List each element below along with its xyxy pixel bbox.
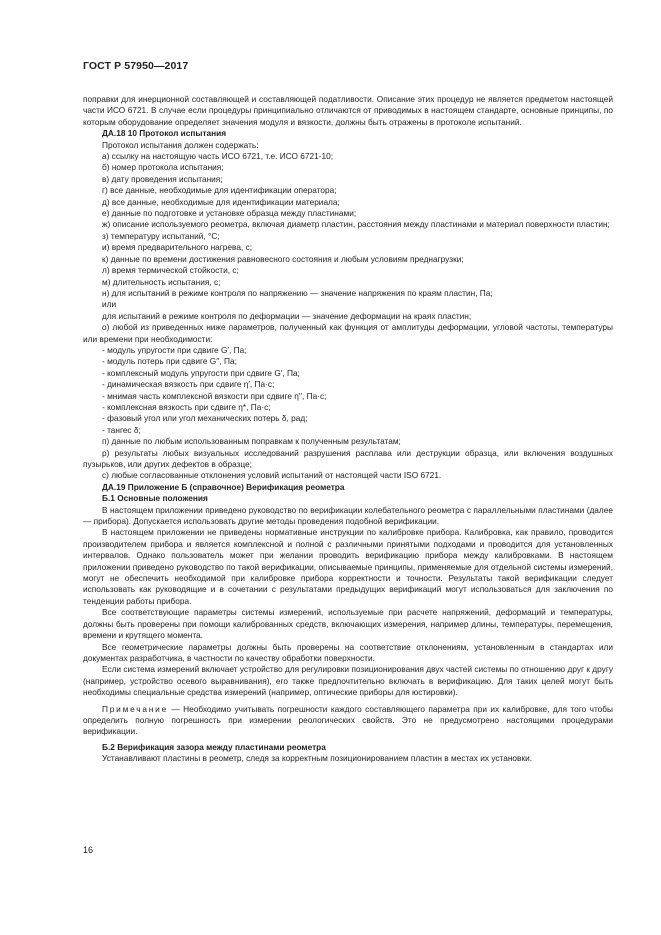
list-item [83,151,613,162]
paragraph-text: и) время предварительного нагрева, с; [102,242,253,253]
paragraph-text: а) ссылку на настоящую часть ИСО 6721, т.е. ИСО 6721-10; [102,151,334,162]
list-item [83,277,613,288]
paragraph [83,664,613,698]
paragraph-text: - модуль упругости при сдвиге G′, Па; [102,344,247,355]
list-item [83,174,613,185]
paragraph-text: в) дату проведения испытания; [102,173,223,184]
list-item [83,356,613,367]
list-item [83,470,613,481]
paragraph [83,642,613,665]
paragraph-text: к) данные по времени достижения равновесного состояния и любым условиям преднагрузки; [102,253,464,264]
list-item [83,265,613,276]
paragraph-text: для испытаний в режиме контроля по деформации — значение деформации на краях пластин; [102,310,472,321]
list-item [83,254,613,265]
paragraph-text: - комплексная вязкость при сдвиге η*, Па·с; [102,401,271,412]
paragraph-text: о) любой из приведенных ниже параметров, полученный как функция от амплитуды деформации, угловой частоты, температуры или времени при необходимости: [83,322,613,344]
paragraph-text: Б.2 Верификация зазора между пластинами реометра [102,741,326,752]
list-item [83,197,613,208]
paragraph-text: — Необходимо учитывать погрешности каждого составляющего параметра при их калибровке, для того чтобы определить полную погрешность при измерении реологических свойств. Это не предусмотрено настоящими процедурами верификации. [83,703,613,737]
paragraph-text: д) все данные, необходимые для идентификации материала; [102,196,340,207]
section-heading [83,742,613,753]
list-item [83,425,613,436]
list-item [83,162,613,173]
paragraph [83,448,613,471]
paragraph-text: м) длительность испытания, с; [102,276,221,287]
list-item [83,311,613,322]
paragraph-text: или [102,299,117,310]
paragraph-text: Б.1 Основные положения [102,493,208,504]
paragraph [83,94,613,128]
paragraph-text: б) номер протокола испытания; [102,162,224,173]
paragraph [83,322,613,345]
list-item [83,391,613,402]
paragraph-text: - комплексный модуль упругости при сдвиге G′, Па; [102,367,300,378]
paragraph-text: г) все данные, необходимые для идентификации оператора; [102,185,337,196]
section-heading [83,128,613,139]
paragraph-text: з) температуру испытаний, °С; [102,230,220,241]
note-label: Примечание [102,703,169,714]
paragraph-text: е) данные по подготовке и установке образца между пластинами; [102,208,357,219]
paragraph-text: - мнимая часть комплексной вязкости при сдвиге η′′, Па·с; [102,390,327,401]
page-number: 16 [83,845,94,855]
list-item [83,208,613,219]
document-body [83,94,613,765]
paragraph-text: - фазовый угол или угол механических потерь δ, рад; [102,413,308,424]
list-item [83,242,613,253]
list-item [83,402,613,413]
list-item [83,185,613,196]
paragraph-text: л) время термической стойкости, с; [102,265,239,276]
list-item [83,345,613,356]
paragraph-text: - тангес δ; [102,424,141,435]
note [83,704,613,738]
paragraph-text: - динамическая вязкость при сдвиге η′, Па·с; [102,379,275,390]
list-item [83,288,613,299]
paragraph-text: Если система измерений включает устройство для регулировки позиционирования двух частей системы по отношению друг к другу (например, устройство осевого выравнивания), его также предпочтительно включать в верификацию. Для таких целей могут быть необходимы специальные средства измерений (например, оптические приборы для юстировки). [83,664,613,698]
paragraph-text: ДА.18 10 Протокол испытания [102,128,227,139]
paragraph [83,219,613,230]
paragraph-text: В настоящем приложении приведено руководство по верификации колебательного реометра с параллельными пластинами (далее — прибора). Допускается использовать другие методы проведения подобной верификации. [83,504,613,527]
paragraph-text: Все соответствующие параметры системы измерений, используемые при расчете напряжений, деформаций и температуры, должны быть проверены при помощи калиброванных средств, включающих измерения, например длины, температуры, перемещения, времени и крутящего момента. [83,607,613,641]
paragraph-text: Протокол испытания должен содержать: [102,139,259,150]
section-heading [83,493,613,504]
paragraph-text: р) результаты любых визуальных исследований разрушения расплава или деструкции образца, или включения воздушных пузырьков, или других дефектов в образце; [83,447,613,469]
paragraph-text: н) для испытаний в режиме контроля по напряжению — значение напряжения по краям пластин, Па; [102,287,493,298]
paragraph-text: ж) описание используемого реометра, включая диаметр пластин, расстояния между пластинами и материал поверхности пластин; [102,219,610,230]
paragraph [83,753,613,764]
list-item [83,140,613,151]
paragraph-text: - модуль потерь при сдвиге G′′, Па; [102,356,237,367]
paragraph-text: ДА.19 Приложение Б (справочное) Верификация реометра [102,481,345,492]
document-header: ГОСТ Р 57950—2017 [83,60,189,72]
list-item [83,299,613,310]
paragraph [83,527,613,607]
paragraph-text: Устанавливают пластины в реометр, следя за корректным позиционированием пластин в местах их установки. [102,753,533,764]
list-item [83,436,613,447]
list-item [83,413,613,424]
section-heading [83,482,613,493]
paragraph-text: В настоящем приложении не приведены нормативные инструкции по калибровке прибора. Калибровка, как правило, проводится производителем прибора и является комплексной и полной с различными принятыми подходами и проводится для установленных интервалов. Однако пользователь может при желании проводить верификацию прибора между калибровками. В настоящем приложении приведено руководство по такой верификации, описываемые принципы, применяемые для отдельной системы измерений, могут не обеспечить необходимой при калибровке прибора корректности и точности. Результаты такой верификации следует использовать как руководящие и в сочетании с результатами предыдущих верификаций могут использоваться для заключения по тенденции работы прибора. [83,527,613,606]
list-item [83,231,613,242]
paragraph [83,607,613,641]
paragraph [83,505,613,528]
paragraph-text: поправки для инерционной составляющей и составляющей податливости. Описание этих процедур не является предметом настоящей части ИСО 6721. В случае если процедуры принципиально отличаются от приводимых в настоящем стандарте, основные принципы, по которым оборудование определяет значения модуля и вязкости, должны быть отражены в протоколе испытаний. [83,94,613,127]
list-item [83,368,613,379]
paragraph-text: п) данные по любым использованным поправкам к полученным результатам; [102,436,401,447]
paragraph-text: с) любые согласованные отклонения условий испытаний от настоящей части ISO 6721. [102,470,442,481]
list-item [83,379,613,390]
paragraph-text: Все геометрические параметры должны быть проверены на соответствие отклонениям, установленным в стандартах или документах разработчика, в частности по качеству обработки поверхности. [83,641,613,663]
